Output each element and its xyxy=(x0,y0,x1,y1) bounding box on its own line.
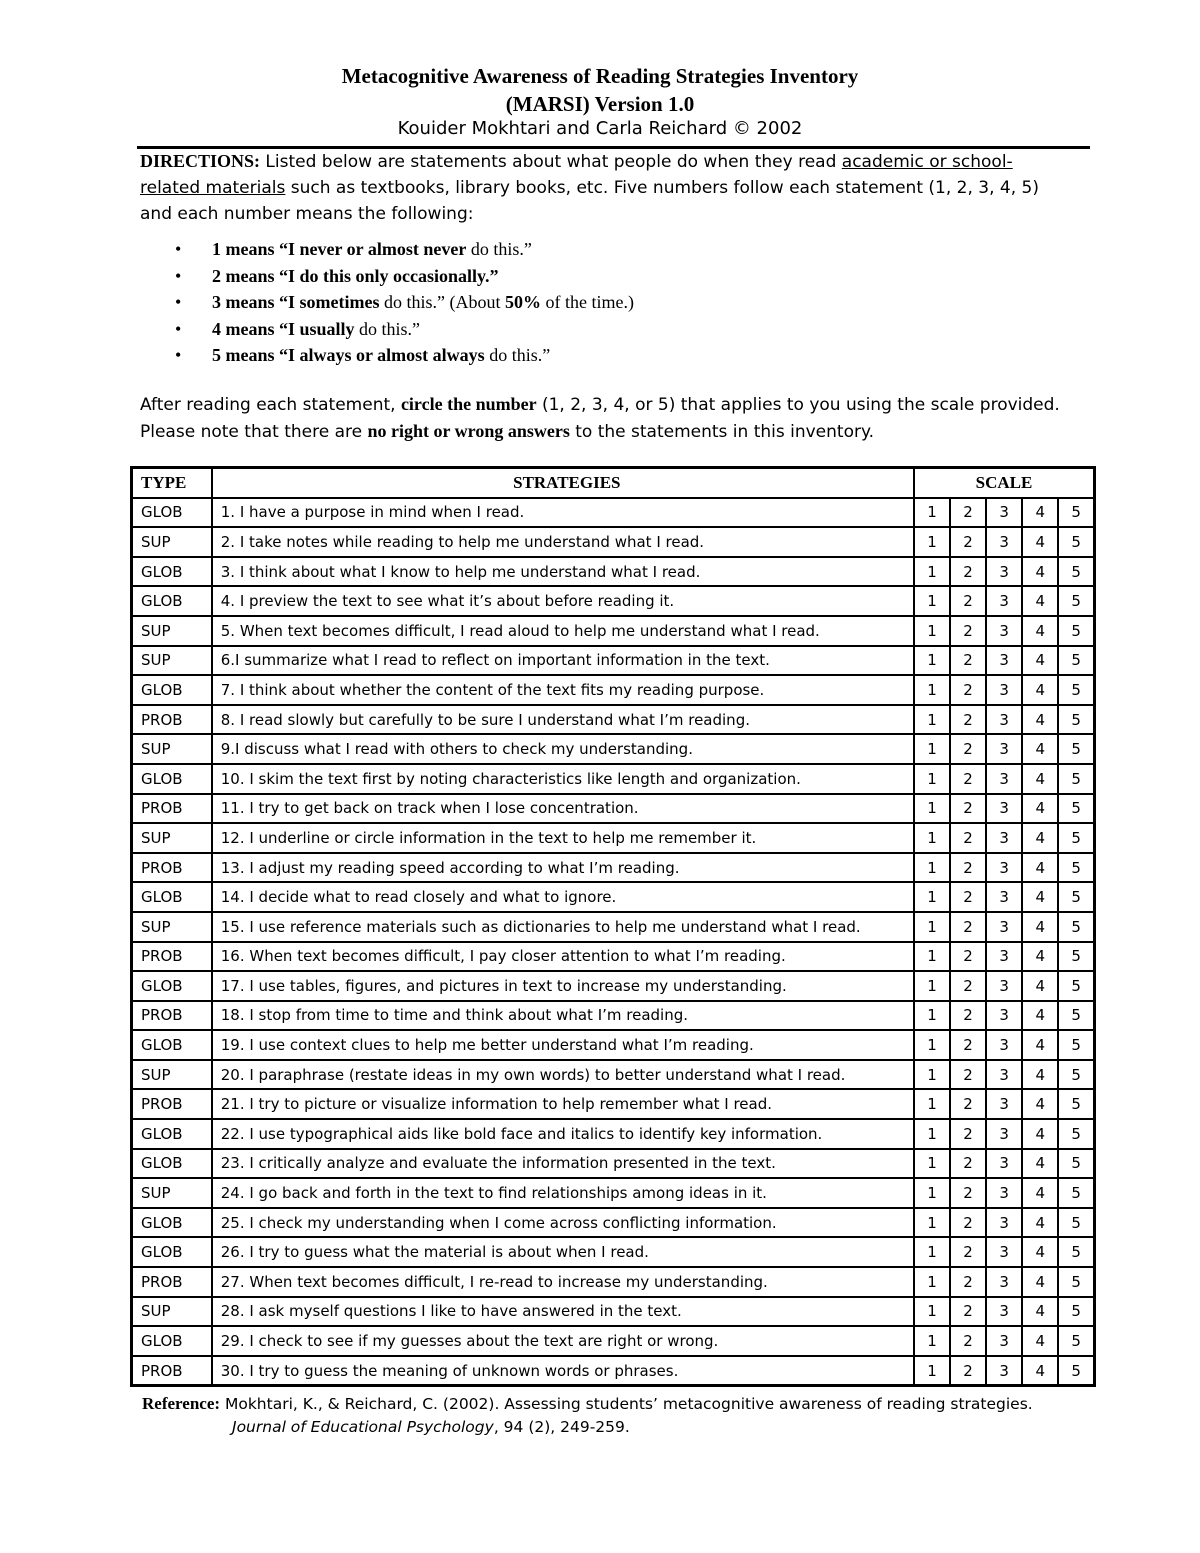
row-type: PROB xyxy=(132,1089,212,1119)
table-row xyxy=(132,1030,1095,1060)
strategies-table xyxy=(130,466,1096,1387)
scale-option-1[interactable]: 1 xyxy=(914,1297,950,1327)
scale-option-4[interactable]: 4 xyxy=(1022,734,1058,764)
row-strategy: 6.I summarize what I read to reflect on important information in the text. xyxy=(212,646,914,676)
scale-option-5[interactable]: 5 xyxy=(1058,1237,1094,1267)
scale-option-5[interactable]: 5 xyxy=(1058,1001,1094,1031)
scale-meaning-em: never or almost never xyxy=(299,239,467,259)
scale-option-3[interactable]: 3 xyxy=(986,794,1022,824)
reference-citation: Mokhtari, K., & Reichard, C. (2002). Assessing students’ metacognitive awareness of reading strategies. xyxy=(220,1395,1033,1413)
reference-journal-line xyxy=(232,1418,630,1436)
row-type: GLOB xyxy=(132,675,212,705)
scale-option-2[interactable]: 2 xyxy=(950,1119,986,1149)
scale-option-5[interactable]: 5 xyxy=(1058,1326,1094,1356)
scale-option-1[interactable]: 1 xyxy=(914,912,950,942)
document-title: Metacognitive Awareness of Reading Strategies Inventory xyxy=(341,64,859,88)
scale-option-4[interactable]: 4 xyxy=(1022,1178,1058,1208)
scale-option-2[interactable]: 2 xyxy=(950,794,986,824)
row-type: GLOB xyxy=(132,1149,212,1179)
row-strategy: 4. I preview the text to see what it’s about before reading it. xyxy=(212,586,914,616)
scale-option-5[interactable]: 5 xyxy=(1058,1297,1094,1327)
directions-text-before: Listed below are statements about what people do when they read xyxy=(260,152,842,172)
scale-option-2[interactable]: 2 xyxy=(950,1267,986,1297)
scale-option-1[interactable]: 1 xyxy=(914,1356,950,1386)
scale-option-2[interactable]: 2 xyxy=(950,1297,986,1327)
scale-option-2[interactable]: 2 xyxy=(950,1030,986,1060)
scale-option-5[interactable]: 5 xyxy=(1058,764,1094,794)
scale-option-2[interactable]: 2 xyxy=(950,557,986,587)
scale-option-5[interactable]: 5 xyxy=(1058,1208,1094,1238)
scale-option-2[interactable]: 2 xyxy=(950,1178,986,1208)
row-type: GLOB xyxy=(132,1030,212,1060)
row-type: PROB xyxy=(132,794,212,824)
scale-option-4[interactable]: 4 xyxy=(1022,971,1058,1001)
table-row xyxy=(132,1208,1095,1238)
row-strategy: 7. I think about whether the content of the text fits my reading purpose. xyxy=(212,675,914,705)
scale-option-2[interactable]: 2 xyxy=(950,646,986,676)
scale-option-4[interactable]: 4 xyxy=(1022,1297,1058,1327)
table-row xyxy=(132,1149,1095,1179)
table-row xyxy=(132,527,1095,557)
directions-label: DIRECTIONS: xyxy=(140,151,261,171)
table-row xyxy=(132,1237,1095,1267)
header-type: TYPE xyxy=(132,468,212,498)
row-strategy: 1. I have a purpose in mind when I read. xyxy=(212,498,914,528)
row-type: SUP xyxy=(132,646,212,676)
scale-option-2[interactable]: 2 xyxy=(950,912,986,942)
scale-option-2[interactable]: 2 xyxy=(950,1208,986,1238)
scale-meaning-item xyxy=(175,289,634,316)
scale-meaning-em: always or almost always xyxy=(299,345,485,365)
table-row xyxy=(132,1297,1095,1327)
row-strategy: 12. I underline or circle information in the text to help me remember it. xyxy=(212,823,914,853)
row-type: PROB xyxy=(132,1001,212,1031)
row-type: GLOB xyxy=(132,1119,212,1149)
reference-label: Reference: xyxy=(142,1394,221,1413)
scale-meaning-rest: do this.” xyxy=(354,318,421,339)
scale-option-4[interactable]: 4 xyxy=(1022,586,1058,616)
row-strategy: 27. When text becomes difficult, I re-read to increase my understanding. xyxy=(212,1267,914,1297)
scale-option-5[interactable]: 5 xyxy=(1058,498,1094,528)
scale-meaning-rest: do this.” (About xyxy=(379,292,505,312)
row-type: GLOB xyxy=(132,882,212,912)
scale-option-2[interactable]: 2 xyxy=(950,1001,986,1031)
scale-option-5[interactable]: 5 xyxy=(1058,557,1094,587)
scale-option-4[interactable]: 4 xyxy=(1022,675,1058,705)
scale-meaning-em: only occasionally.” xyxy=(355,265,499,286)
scale-option-4[interactable]: 4 xyxy=(1022,1356,1058,1386)
scale-option-3[interactable]: 3 xyxy=(986,853,1022,883)
scale-option-1[interactable]: 1 xyxy=(914,646,950,676)
table-row xyxy=(132,675,1095,705)
scale-option-1[interactable]: 1 xyxy=(914,882,950,912)
scale-option-3[interactable]: 3 xyxy=(986,764,1022,794)
scale-option-2[interactable]: 2 xyxy=(950,1326,986,1356)
scale-option-5[interactable]: 5 xyxy=(1058,1060,1094,1090)
scale-option-1[interactable]: 1 xyxy=(914,586,950,616)
scale-option-3[interactable]: 3 xyxy=(986,527,1022,557)
row-strategy: 21. I try to picture or visualize information to help remember what I read. xyxy=(212,1089,914,1119)
instructions-bold: no right or wrong answers xyxy=(367,421,570,441)
scale-option-2[interactable]: 2 xyxy=(950,1237,986,1267)
row-type: GLOB xyxy=(132,498,212,528)
reference-line xyxy=(142,1394,1033,1414)
row-type: GLOB xyxy=(132,586,212,616)
reference-journal: Journal of Educational Psychology xyxy=(232,1418,494,1436)
scale-option-2[interactable]: 2 xyxy=(950,1060,986,1090)
scale-option-4[interactable]: 4 xyxy=(1022,557,1058,587)
scale-meaning-rest2: of the time.) xyxy=(541,292,634,312)
row-type: GLOB xyxy=(132,557,212,587)
scale-option-4[interactable]: 4 xyxy=(1022,764,1058,794)
table-row xyxy=(132,616,1095,646)
scale-option-4[interactable]: 4 xyxy=(1022,1237,1058,1267)
scale-option-4[interactable]: 4 xyxy=(1022,498,1058,528)
scale-option-1[interactable]: 1 xyxy=(914,734,950,764)
scale-option-4[interactable]: 4 xyxy=(1022,1119,1058,1149)
scale-option-1[interactable]: 1 xyxy=(914,1119,950,1149)
table-row xyxy=(132,1178,1095,1208)
scale-option-3[interactable]: 3 xyxy=(986,1326,1022,1356)
scale-option-1[interactable]: 1 xyxy=(914,1208,950,1238)
scale-option-2[interactable]: 2 xyxy=(950,1356,986,1386)
scale-option-5[interactable]: 5 xyxy=(1058,882,1094,912)
row-type: GLOB xyxy=(132,764,212,794)
table-row xyxy=(132,1001,1095,1031)
header-strategies: STRATEGIES xyxy=(212,468,914,498)
scale-option-1[interactable]: 1 xyxy=(914,498,950,528)
table-row xyxy=(132,557,1095,587)
scale-option-2[interactable]: 2 xyxy=(950,971,986,1001)
scale-option-5[interactable]: 5 xyxy=(1058,675,1094,705)
scale-option-2[interactable]: 2 xyxy=(950,498,986,528)
scale-option-1[interactable]: 1 xyxy=(914,764,950,794)
scale-option-1[interactable]: 1 xyxy=(914,1149,950,1179)
table-row xyxy=(132,1356,1095,1386)
scale-meaning-num: 1 means “I xyxy=(212,239,300,259)
row-type: SUP xyxy=(132,616,212,646)
scale-option-1[interactable]: 1 xyxy=(914,823,950,853)
scale-option-4[interactable]: 4 xyxy=(1022,1060,1058,1090)
scale-option-4[interactable]: 4 xyxy=(1022,1089,1058,1119)
scale-option-4[interactable]: 4 xyxy=(1022,1326,1058,1356)
scale-option-5[interactable]: 5 xyxy=(1058,527,1094,557)
scale-option-3[interactable]: 3 xyxy=(986,1119,1022,1149)
scale-option-3[interactable]: 3 xyxy=(986,823,1022,853)
scale-option-5[interactable]: 5 xyxy=(1058,646,1094,676)
directions-paragraph xyxy=(140,148,1060,227)
scale-option-3[interactable]: 3 xyxy=(986,675,1022,705)
scale-option-1[interactable]: 1 xyxy=(914,1060,950,1090)
scale-option-5[interactable]: 5 xyxy=(1058,616,1094,646)
row-type: PROB xyxy=(132,1267,212,1297)
scale-option-4[interactable]: 4 xyxy=(1022,882,1058,912)
scale-option-2[interactable]: 2 xyxy=(950,823,986,853)
scale-option-5[interactable]: 5 xyxy=(1058,705,1094,735)
scale-meaning-item xyxy=(175,316,634,343)
table-row xyxy=(132,1119,1095,1149)
scale-option-3[interactable]: 3 xyxy=(986,1060,1022,1090)
instructions-text: to the statements in this inventory. xyxy=(569,422,875,442)
row-strategy: 20. I paraphrase (restate ideas in my own words) to better understand what I read. xyxy=(212,1060,914,1090)
instructions-bold: circle the number xyxy=(400,394,537,414)
row-type: SUP xyxy=(132,1060,212,1090)
row-strategy: 30. I try to guess the meaning of unknown words or phrases. xyxy=(212,1356,914,1386)
table-row xyxy=(132,1326,1095,1356)
scale-option-3[interactable]: 3 xyxy=(986,1149,1022,1179)
scale-option-1[interactable]: 1 xyxy=(914,1237,950,1267)
table-row xyxy=(132,853,1095,883)
row-strategy: 19. I use context clues to help me better understand what I’m reading. xyxy=(212,1030,914,1060)
scale-option-4[interactable]: 4 xyxy=(1022,1267,1058,1297)
row-type: GLOB xyxy=(132,1237,212,1267)
instructions-paragraph xyxy=(140,391,1060,445)
row-type: PROB xyxy=(132,1356,212,1386)
scale-option-2[interactable]: 2 xyxy=(950,1089,986,1119)
scale-option-4[interactable]: 4 xyxy=(1022,823,1058,853)
scale-meaning-em2: 50% xyxy=(505,292,541,312)
scale-option-1[interactable]: 1 xyxy=(914,616,950,646)
scale-option-3[interactable]: 3 xyxy=(986,734,1022,764)
scale-option-4[interactable]: 4 xyxy=(1022,1208,1058,1238)
scale-option-4[interactable]: 4 xyxy=(1022,646,1058,676)
scale-option-1[interactable]: 1 xyxy=(914,705,950,735)
row-strategy: 29. I check to see if my guesses about the text are right or wrong. xyxy=(212,1326,914,1356)
table-row xyxy=(132,971,1095,1001)
scale-option-2[interactable]: 2 xyxy=(950,616,986,646)
scale-meaning-item xyxy=(175,342,634,369)
instructions-text: (1, 2, 3, 4, or 5) that applies to you using the scale provided. Please note that there are xyxy=(140,395,1060,442)
scale-option-3[interactable]: 3 xyxy=(986,942,1022,972)
document-authors: Kouider Mokhtari and Carla Reichard © 2002 xyxy=(397,118,803,139)
scale-option-4[interactable]: 4 xyxy=(1022,527,1058,557)
scale-option-2[interactable]: 2 xyxy=(950,675,986,705)
instructions-text: After reading each statement, xyxy=(140,395,401,415)
scale-option-5[interactable]: 5 xyxy=(1058,1356,1094,1386)
scale-option-4[interactable]: 4 xyxy=(1022,705,1058,735)
row-type: SUP xyxy=(132,734,212,764)
row-strategy: 15. I use reference materials such as dictionaries to help me understand what I read. xyxy=(212,912,914,942)
scale-option-3[interactable]: 3 xyxy=(986,616,1022,646)
table-row xyxy=(132,823,1095,853)
scale-option-1[interactable]: 1 xyxy=(914,675,950,705)
scale-option-4[interactable]: 4 xyxy=(1022,616,1058,646)
scale-option-1[interactable]: 1 xyxy=(914,942,950,972)
row-strategy: 13. I adjust my reading speed according to what I’m reading. xyxy=(212,853,914,883)
row-type: PROB xyxy=(132,853,212,883)
scale-option-2[interactable]: 2 xyxy=(950,527,986,557)
row-strategy: 23. I critically analyze and evaluate the information presented in the text. xyxy=(212,1149,914,1179)
scale-meaning-num: 2 means “I do this xyxy=(212,265,356,286)
scale-option-5[interactable]: 5 xyxy=(1058,823,1094,853)
row-type: SUP xyxy=(132,823,212,853)
scale-option-3[interactable]: 3 xyxy=(986,1178,1022,1208)
scale-meaning-rest: do this.” xyxy=(484,345,551,365)
scale-option-1[interactable]: 1 xyxy=(914,971,950,1001)
row-strategy: 10. I skim the text first by noting characteristics like length and organization. xyxy=(212,764,914,794)
scale-option-2[interactable]: 2 xyxy=(950,764,986,794)
row-type: GLOB xyxy=(132,971,212,1001)
row-type: GLOB xyxy=(132,1326,212,1356)
scale-option-1[interactable]: 1 xyxy=(914,1267,950,1297)
scale-option-5[interactable]: 5 xyxy=(1058,971,1094,1001)
scale-meaning-list xyxy=(175,236,634,369)
scale-meaning-num: 5 means “I xyxy=(212,345,300,365)
scale-option-2[interactable]: 2 xyxy=(950,853,986,883)
scale-option-3[interactable]: 3 xyxy=(986,646,1022,676)
table-row xyxy=(132,705,1095,735)
scale-option-3[interactable]: 3 xyxy=(986,1208,1022,1238)
scale-option-5[interactable]: 5 xyxy=(1058,912,1094,942)
scale-option-1[interactable]: 1 xyxy=(914,557,950,587)
scale-option-3[interactable]: 3 xyxy=(986,1030,1022,1060)
scale-option-5[interactable]: 5 xyxy=(1058,853,1094,883)
scale-option-5[interactable]: 5 xyxy=(1058,586,1094,616)
row-type: SUP xyxy=(132,1297,212,1327)
directions-underlined: academic or school-related materials xyxy=(140,152,1013,198)
scale-option-4[interactable]: 4 xyxy=(1022,1001,1058,1031)
table-row xyxy=(132,646,1095,676)
scale-option-3[interactable]: 3 xyxy=(986,1089,1022,1119)
row-strategy: 8. I read slowly but carefully to be sure I understand what I’m reading. xyxy=(212,705,914,735)
scale-option-4[interactable]: 4 xyxy=(1022,942,1058,972)
scale-option-2[interactable]: 2 xyxy=(950,734,986,764)
scale-option-4[interactable]: 4 xyxy=(1022,1030,1058,1060)
scale-meaning-item xyxy=(175,236,634,263)
header-scale: SCALE xyxy=(914,468,1095,498)
scale-option-3[interactable]: 3 xyxy=(986,586,1022,616)
scale-option-1[interactable]: 1 xyxy=(914,1326,950,1356)
scale-option-5[interactable]: 5 xyxy=(1058,794,1094,824)
row-strategy: 9.I discuss what I read with others to check my understanding. xyxy=(212,734,914,764)
scale-meaning-rest: do this.” xyxy=(466,239,532,259)
scale-option-3[interactable]: 3 xyxy=(986,1237,1022,1267)
scale-option-5[interactable]: 5 xyxy=(1058,942,1094,972)
table-header-row xyxy=(132,468,1095,498)
scale-option-4[interactable]: 4 xyxy=(1022,853,1058,883)
scale-option-5[interactable]: 5 xyxy=(1058,1119,1094,1149)
scale-meaning-num: 4 means “I xyxy=(212,318,300,339)
scale-option-3[interactable]: 3 xyxy=(986,705,1022,735)
scale-option-2[interactable]: 2 xyxy=(950,705,986,735)
scale-option-3[interactable]: 3 xyxy=(986,1267,1022,1297)
scale-option-3[interactable]: 3 xyxy=(986,1297,1022,1327)
table-body xyxy=(132,498,1095,1386)
scale-option-3[interactable]: 3 xyxy=(986,1001,1022,1031)
row-type: SUP xyxy=(132,527,212,557)
table-row xyxy=(132,586,1095,616)
table-row xyxy=(132,498,1095,528)
scale-option-3[interactable]: 3 xyxy=(986,882,1022,912)
scale-meaning-em: usually xyxy=(299,318,355,339)
row-type: GLOB xyxy=(132,1208,212,1238)
table-row xyxy=(132,764,1095,794)
table-row xyxy=(132,912,1095,942)
reference-details: , 94 (2), 249-259. xyxy=(493,1418,630,1436)
scale-option-4[interactable]: 4 xyxy=(1022,1149,1058,1179)
scale-meaning-item xyxy=(175,263,634,290)
document-subtitle: (MARSI) Version 1.0 xyxy=(505,92,695,116)
table-row xyxy=(132,734,1095,764)
scale-option-3[interactable]: 3 xyxy=(986,557,1022,587)
scale-option-3[interactable]: 3 xyxy=(986,1356,1022,1386)
row-strategy: 3. I think about what I know to help me understand what I read. xyxy=(212,557,914,587)
scale-meaning-num: 3 means “I xyxy=(212,292,300,312)
scale-option-5[interactable]: 5 xyxy=(1058,1149,1094,1179)
scale-option-2[interactable]: 2 xyxy=(950,882,986,912)
scale-option-1[interactable]: 1 xyxy=(914,1001,950,1031)
scale-option-1[interactable]: 1 xyxy=(914,1178,950,1208)
row-type: SUP xyxy=(132,1178,212,1208)
scale-option-1[interactable]: 1 xyxy=(914,1030,950,1060)
row-strategy: 11. I try to get back on track when I lose concentration. xyxy=(212,794,914,824)
row-strategy: 28. I ask myself questions I like to have answered in the text. xyxy=(212,1297,914,1327)
scale-option-4[interactable]: 4 xyxy=(1022,912,1058,942)
row-strategy: 16. When text becomes difficult, I pay closer attention to what I’m reading. xyxy=(212,942,914,972)
scale-option-5[interactable]: 5 xyxy=(1058,734,1094,764)
directions-text-after: such as textbooks, library books, etc. Five numbers follow each statement (1, 2, 3, 4, 5) and each number means the following: xyxy=(140,178,1039,224)
row-strategy: 18. I stop from time to time and think about what I’m reading. xyxy=(212,1001,914,1031)
row-strategy: 25. I check my understanding when I come across conflicting information. xyxy=(212,1208,914,1238)
scale-option-1[interactable]: 1 xyxy=(914,1089,950,1119)
row-strategy: 5. When text becomes difficult, I read aloud to help me understand what I read. xyxy=(212,616,914,646)
row-strategy: 17. I use tables, figures, and pictures in text to increase my understanding. xyxy=(212,971,914,1001)
scale-meaning-em: sometimes xyxy=(299,292,380,312)
row-type: SUP xyxy=(132,912,212,942)
scale-option-3[interactable]: 3 xyxy=(986,498,1022,528)
table-row xyxy=(132,942,1095,972)
scale-option-2[interactable]: 2 xyxy=(950,586,986,616)
scale-option-2[interactable]: 2 xyxy=(950,1149,986,1179)
row-type: PROB xyxy=(132,705,212,735)
table-row xyxy=(132,794,1095,824)
row-type: PROB xyxy=(132,942,212,972)
scale-option-3[interactable]: 3 xyxy=(986,912,1022,942)
scale-option-3[interactable]: 3 xyxy=(986,971,1022,1001)
row-strategy: 24. I go back and forth in the text to find relationships among ideas in it. xyxy=(212,1178,914,1208)
table-row xyxy=(132,1060,1095,1090)
table-row xyxy=(132,1267,1095,1297)
scale-option-1[interactable]: 1 xyxy=(914,794,950,824)
row-strategy: 2. I take notes while reading to help me understand what I read. xyxy=(212,527,914,557)
scale-option-5[interactable]: 5 xyxy=(1058,1178,1094,1208)
scale-option-5[interactable]: 5 xyxy=(1058,1267,1094,1297)
scale-option-5[interactable]: 5 xyxy=(1058,1030,1094,1060)
scale-option-2[interactable]: 2 xyxy=(950,942,986,972)
row-strategy: 14. I decide what to read closely and what to ignore. xyxy=(212,882,914,912)
table-row xyxy=(132,882,1095,912)
row-strategy: 22. I use typographical aids like bold face and italics to identify key information. xyxy=(212,1119,914,1149)
scale-option-1[interactable]: 1 xyxy=(914,853,950,883)
table-row xyxy=(132,1089,1095,1119)
scale-option-5[interactable]: 5 xyxy=(1058,1089,1094,1119)
row-strategy: 26. I try to guess what the material is about when I read. xyxy=(212,1237,914,1267)
scale-option-1[interactable]: 1 xyxy=(914,527,950,557)
scale-option-4[interactable]: 4 xyxy=(1022,794,1058,824)
